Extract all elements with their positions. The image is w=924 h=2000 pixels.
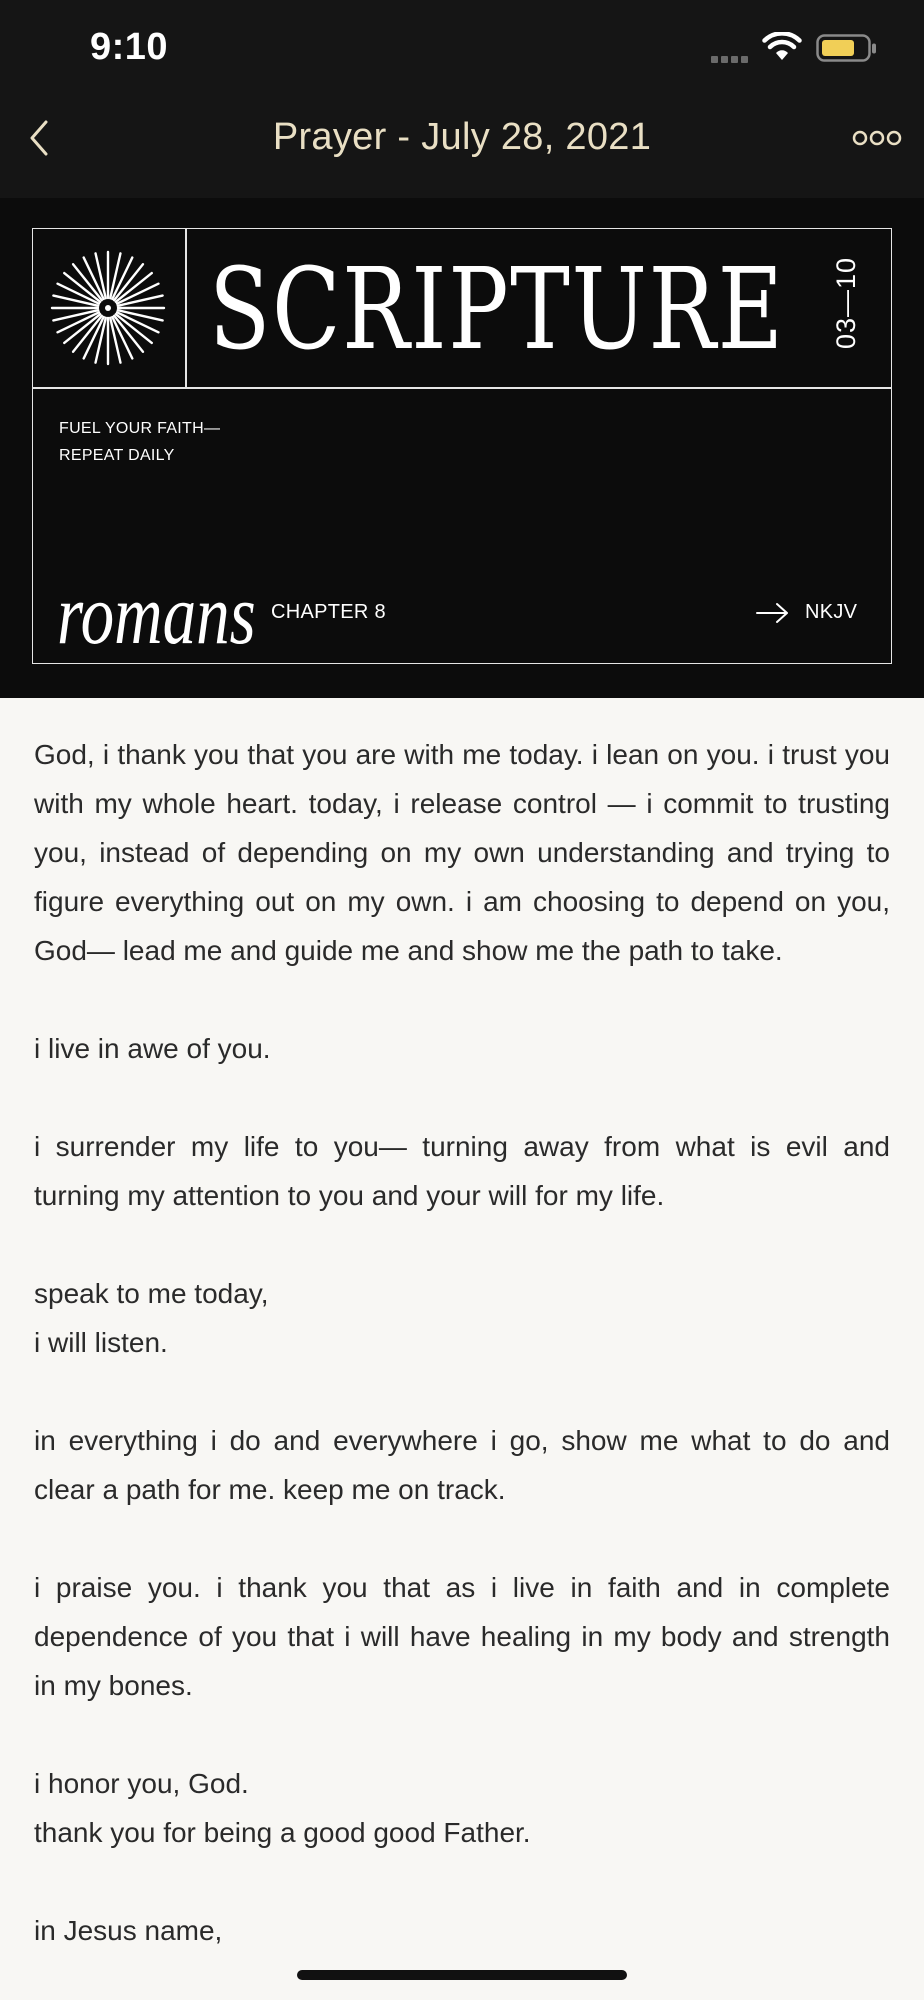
- book-name: romans: [57, 566, 256, 662]
- tagline-line-2: REPEAT DAILY: [59, 447, 175, 464]
- scripture-headline: SCRIPTURE: [209, 245, 785, 375]
- prayer-paragraph: i surrender my life to you— turning away from what is evil and turning my attention to you and your will for my life.: [34, 1131, 890, 1211]
- prayer-paragraph: i live in awe of you.: [34, 1033, 271, 1064]
- tagline: [59, 415, 220, 469]
- cellular-signal-icon: [711, 56, 748, 63]
- prayer-paragraph: in Jesus name,: [34, 1915, 223, 1946]
- scripture-card[interactable]: [32, 228, 892, 664]
- wifi-icon: [762, 32, 802, 62]
- hero-banner: [0, 198, 924, 698]
- starburst-icon: [49, 249, 167, 367]
- bible-version: NKJV: [805, 601, 858, 623]
- prayer-text: [34, 730, 890, 1955]
- more-options-icon[interactable]: [852, 126, 902, 150]
- card-divider-horizontal: [33, 387, 891, 389]
- prayer-paragraph: i will listen.: [34, 1327, 168, 1358]
- prayer-paragraph: i praise you. i thank you that as i live in faith and in complete dependence of you that i will have healing in my body and strength in my bones.: [34, 1572, 890, 1701]
- top-bar: [0, 0, 924, 198]
- card-divider-vertical: [185, 229, 187, 387]
- back-chevron-icon[interactable]: [24, 116, 60, 160]
- prayer-line: speak to me today,: [34, 1278, 269, 1309]
- home-indicator[interactable]: [297, 1970, 627, 1980]
- tagline-line-1: FUEL YOUR FAITH—: [59, 420, 221, 437]
- status-time: 9:10: [90, 26, 169, 68]
- prayer-paragraph: thank you for being a good good Father.: [34, 1817, 531, 1848]
- prayer-paragraph: in everything i do and everywhere i go, show me what to do and clear a path for me. keep me on track.: [34, 1425, 890, 1505]
- battery-icon: [816, 34, 878, 64]
- chapter-label: CHAPTER 8: [271, 601, 386, 623]
- page-title: Prayer - July 28, 2021: [272, 116, 652, 158]
- prayer-line: i honor you, God.: [34, 1768, 249, 1799]
- prayer-paragraph: God, i thank you that you are with me today. i lean on you. i trust you with my whole heart. today, i release control — i commit to trusting you, instead of depending on my own understanding and trying to figure everything out on my own. i am choosing to depend on you, God— lead me and guide me and show me the path to take.: [34, 739, 890, 966]
- arrow-right-icon: [755, 601, 791, 625]
- verse-range: 03—10: [831, 256, 861, 349]
